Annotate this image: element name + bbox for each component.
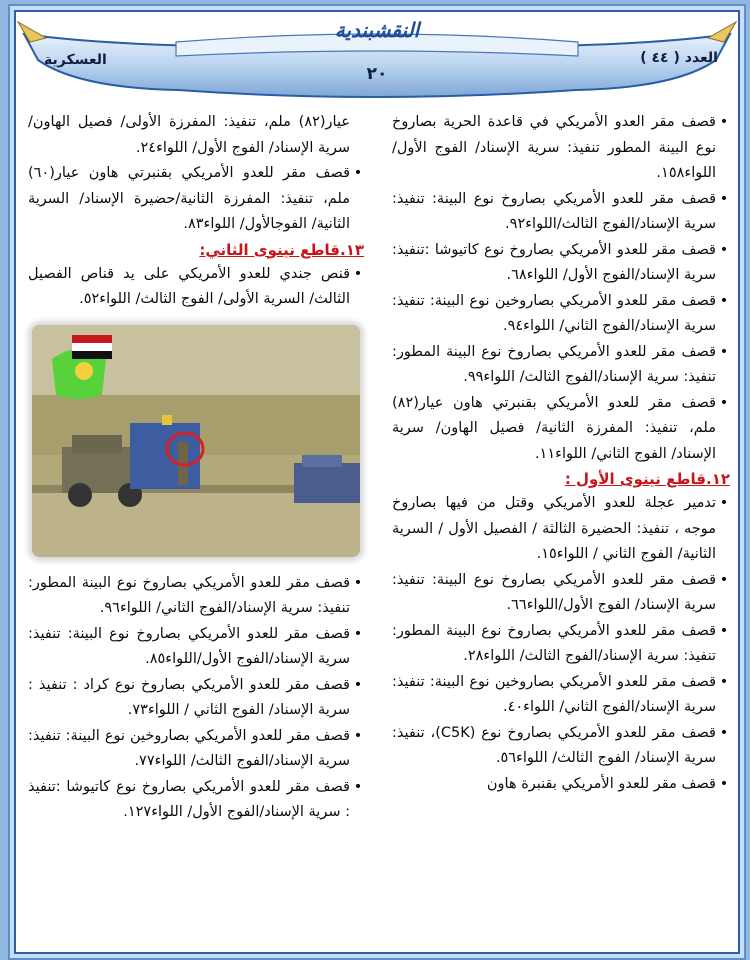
list-item: • قصف مقر للعدو الأمريكي بصاروخ نوع كاتيوشا :تنفيذ: سرية الإسناد/الفوج الأول/ اللواء٦٨. [392,241,729,283]
list-item: • قصف مقر للعدو الأمريكي بصاروخ نوع (C5K)، تنفيذ: سرية الإسناد/ الفوج الثالث/ اللواء٥٦. [392,724,729,766]
section-heading-nineveh-1: ١٢.قاطع نينوى الأول : [564,470,730,488]
list-item: • قنص جندي للعدو الأمريكي على يد قناص الفصيل الثالث/ السرية الأولى/ الفوج الثالث/ اللواء٥٢. [28,265,363,307]
page-number: ٢٠ [366,64,388,84]
list-item: • قصف مقر العدو الأمريكي في قاعدة الحرية بصاروخ نوع البينة المطور تنفيذ: سرية الإسناد/ الفوج الأول/اللواء١٥٨. [392,114,729,181]
publication-title: النقشبندية [334,18,420,42]
section-heading-nineveh-2: ١٣.قاطع نينوى الثاني: [199,240,364,259]
section-name: العسكرية [44,52,107,68]
list-item: • قصف مقر للعدو الأمريكي بصاروخ نوع البينة المطور: تنفيذ: سرية الإسناد/الفوج الثالث/ اللواء٢٨. [392,622,729,664]
photo-scene [32,325,360,557]
sniper-photo [32,325,360,557]
list-item-continued: عيار(٨٢) ملم، تنفيذ: المفرزة الأولى/ فصيل الهاون/ سرية الإسناد/ الفوج الأول/ اللواء٢٤. [28,114,350,156]
issue-number: العدد ( ٤٤ ) [640,50,718,66]
page-banner [16,12,738,102]
list-item: • قصف مقر للعدو الأمريكي بقنبرتي هاون عيار(٨٢) ملم، تنفيذ: المفرزة الثانية/ فصيل الهاون/ سرية الإسناد/ الفوج الثاني/ اللواء١١. [392,394,729,462]
right-column [392,110,730,797]
document-page [14,10,740,954]
list-item: • قصف مقر للعدو الأمريكي بصاروخين نوع البينة: تنفيذ: سرية الإسناد/الفوج الثاني/ اللواء٤٠. [392,673,729,715]
list-item: • قصف مقر للعدو الأمريكي بصاروخ نوع كاتيوشا :تنفيذ : سرية الإسناد/الفوج الأول/ اللواء١٢٧. [28,778,363,820]
list-item: • قصف مقر للعدو الأمريكي بقنبرة هاون [486,775,729,792]
list-item: • قصف مقر للعدو الأمريكي بقنبرتي هاون عيار(٦٠) ملم، تنفيذ: المفرزة الثانية/حضيرة الإسناد/ السرية الثانية/ الفوجالأول/ اللواء٨٣. [28,165,363,232]
list-item: • قصف مقر للعدو الأمريكي بصاروخ نوع كراد : تنفيذ : سرية الإسناد/ الفوج الثاني / اللواء٧٣. [28,676,363,718]
list-item: • قصف مقر للعدو الأمريكي بصاروخ نوع البينة: تنفيذ: سرية الإسناد/الفوج الأول/اللواء٨٥. [28,625,363,667]
list-item: • قصف مقر للعدو الأمريكي بصاروخ نوع البينة المطور: تنفيذ: سرية الإسناد/الفوج الثاني/ اللواء٩٦. [28,574,363,616]
list-item: • قصف مقر للعدو الأمريكي بصاروخ نوع البينة: تنفيذ: سرية الإسناد/ الفوج الأول/اللواء٦٦. [392,571,729,613]
list-item: • قصف مقر للعدو الأمريكي بصاروخ نوع البينة المطور: تنفيذ: سرية الإسناد/الفوج الثالث/ اللواء٩٩. [392,343,729,385]
left-column [28,110,364,826]
list-item: • قصف مقر للعدو الأمريكي بصاروخين نوع البينة: تنفيذ: سرية الإسناد/الفوج الثالث/ اللواء٧٧. [28,727,363,769]
list-item: • قصف مقر للعدو الأمريكي بصاروخين نوع البينة: تنفيذ: سرية الإسناد/الفوج الثاني/ اللواء٩٤. [392,292,729,334]
list-item: • تدمير عجلة للعدو الأمريكي وقتل من فيها بصاروخ موجه ، تنفيذ: الحضيرة الثالثة / الفصيل الأول / السرية الثانية/ الفوج الثاني / اللواء١٥. [392,495,729,562]
blue-container [130,415,200,489]
list-item: • قصف مقر للعدو الأمريكي بصاروخ نوع البينة: تنفيذ: سرية الإسناد/الفوج الثالث/اللواء٩٢. [392,190,729,232]
